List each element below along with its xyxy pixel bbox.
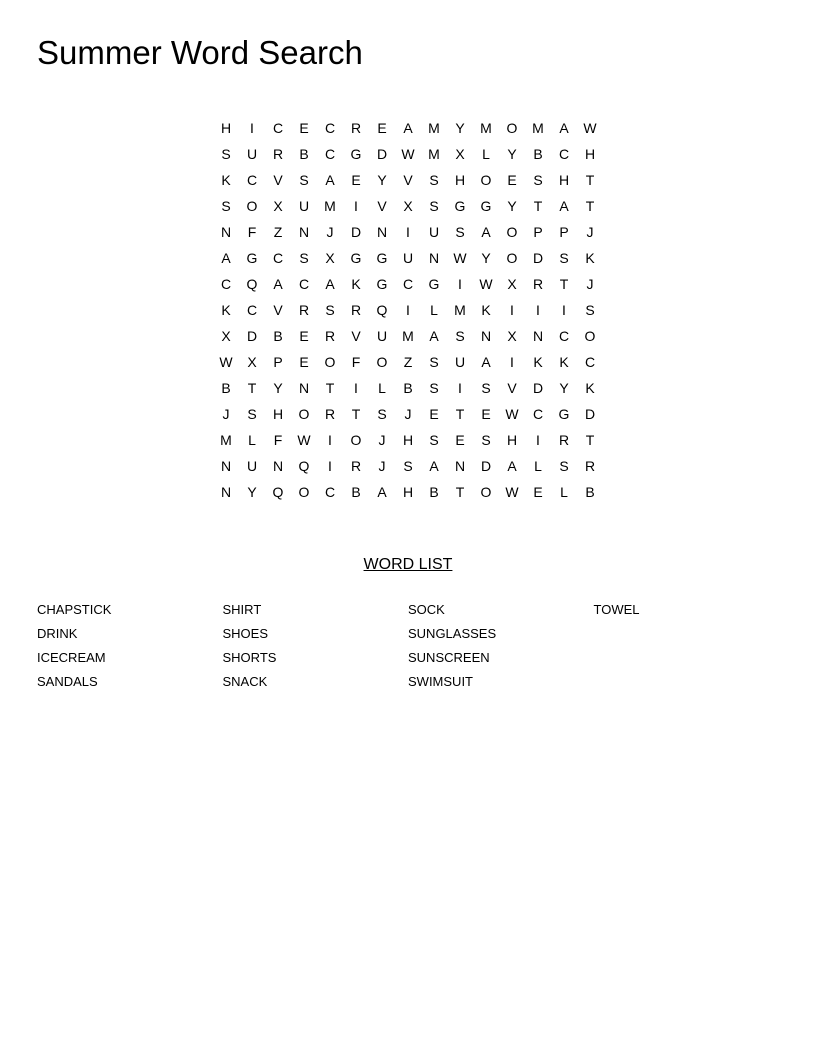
grid-letter: D: [532, 250, 544, 266]
grid-letter: K: [585, 380, 595, 396]
word-list-heading: WORD LIST: [363, 556, 453, 573]
grid-letter: V: [273, 172, 283, 188]
grid-letter: B: [533, 146, 543, 162]
grid-letter: M: [480, 120, 492, 136]
grid-letter: C: [324, 120, 336, 136]
grid-letter: A: [377, 484, 387, 500]
grid-letter: C: [246, 302, 258, 318]
grid-letter: P: [559, 224, 569, 240]
grid-letter: I: [354, 198, 358, 214]
grid-letter: S: [481, 432, 491, 448]
grid-letter: S: [455, 328, 465, 344]
grid-letter: Y: [559, 380, 569, 396]
grid-letter: X: [247, 354, 257, 370]
grid-letter: E: [351, 172, 361, 188]
grid-letter: C: [272, 120, 284, 136]
grid-letter: J: [404, 406, 412, 422]
grid-letter: P: [533, 224, 543, 240]
grid-letter: N: [298, 380, 310, 396]
grid-letter: O: [584, 328, 596, 344]
word-list-item: CHAPSTICK: [37, 602, 112, 617]
grid-letter: T: [533, 198, 543, 214]
grid-letter: S: [221, 198, 231, 214]
grid-letter: F: [273, 432, 283, 448]
grid-letter: O: [506, 224, 518, 240]
grid-letter: H: [558, 172, 570, 188]
grid-letter: Y: [507, 146, 517, 162]
grid-letter: U: [246, 458, 258, 474]
grid-letter: O: [298, 406, 310, 422]
grid-letter: Y: [481, 250, 491, 266]
grid-letter: U: [402, 250, 414, 266]
grid-letter: H: [402, 484, 414, 500]
word-list-item: SWIMSUIT: [408, 674, 473, 689]
grid-letter: S: [559, 458, 569, 474]
grid-letter: V: [351, 328, 361, 344]
grid-letter: C: [558, 146, 570, 162]
grid-letter: D: [376, 146, 388, 162]
grid-letter: Y: [507, 198, 517, 214]
word-list-item: SOCK: [408, 602, 445, 617]
grid-letter: Y: [455, 120, 465, 136]
grid-letter: K: [221, 302, 231, 318]
grid-letter: S: [533, 172, 543, 188]
grid-letter: A: [221, 250, 231, 266]
grid-letter: O: [506, 120, 518, 136]
grid-letter: G: [480, 198, 492, 214]
grid-letter: E: [455, 432, 465, 448]
grid-letter: S: [247, 406, 257, 422]
grid-letter: C: [532, 406, 544, 422]
grid-letter: S: [403, 458, 413, 474]
word-list-item: DRINK: [37, 626, 78, 641]
grid-letter: C: [584, 354, 596, 370]
grid-letter: T: [455, 406, 465, 422]
grid-letter: K: [559, 354, 569, 370]
grid-letter: S: [481, 380, 491, 396]
grid-letter: T: [351, 406, 361, 422]
grid-letter: A: [429, 458, 439, 474]
grid-letter: N: [220, 224, 232, 240]
grid-letter: G: [454, 198, 466, 214]
grid-letter: L: [378, 380, 386, 396]
grid-letter: K: [351, 276, 361, 292]
grid-letter: H: [272, 406, 284, 422]
grid-letter: K: [533, 354, 543, 370]
grid-letter: C: [220, 276, 232, 292]
word-list-item: SHOES: [222, 626, 269, 641]
grid-letter: V: [273, 302, 283, 318]
grid-letter: Q: [298, 458, 310, 474]
word-list-item: SUNGLASSES: [408, 626, 497, 641]
grid-letter: A: [273, 276, 283, 292]
grid-letter: U: [246, 146, 258, 162]
grid-letter: A: [559, 120, 569, 136]
grid-letter: G: [558, 406, 570, 422]
grid-letter: Y: [247, 484, 257, 500]
grid-letter: I: [354, 380, 358, 396]
grid-letter: Q: [376, 302, 388, 318]
grid-letter: G: [350, 146, 362, 162]
grid-letter: L: [560, 484, 568, 500]
grid-letter: I: [250, 120, 254, 136]
grid-letter: S: [325, 302, 335, 318]
word-list-item: SNACK: [222, 674, 268, 689]
grid-letter: W: [453, 250, 467, 266]
grid-letter: D: [532, 380, 544, 396]
grid-letter: U: [298, 198, 310, 214]
grid-letter: S: [455, 224, 465, 240]
word-list-item: SANDALS: [37, 674, 98, 689]
grid-letter: N: [220, 458, 232, 474]
grid-letter: D: [350, 224, 362, 240]
grid-letter: O: [350, 432, 362, 448]
grid-letter: Z: [403, 354, 413, 370]
grid-letter: N: [298, 224, 310, 240]
grid-letter: S: [429, 354, 439, 370]
grid-letter: A: [481, 354, 491, 370]
grid-letter: K: [481, 302, 491, 318]
grid-letter: X: [455, 146, 465, 162]
grid-letter: C: [402, 276, 414, 292]
grid-letter: I: [536, 302, 540, 318]
grid-letter: S: [377, 406, 387, 422]
grid-letter: W: [219, 354, 233, 370]
grid-letter: M: [428, 120, 440, 136]
grid-letter: O: [324, 354, 336, 370]
grid-letter: X: [403, 198, 413, 214]
grid-letter: N: [376, 224, 388, 240]
grid-letter: O: [506, 250, 518, 266]
grid-letter: S: [559, 250, 569, 266]
grid-letter: H: [454, 172, 466, 188]
grid-letter: I: [328, 432, 332, 448]
grid-letter: M: [220, 432, 232, 448]
grid-letter: A: [429, 328, 439, 344]
grid-letter: H: [584, 146, 596, 162]
grid-letter: K: [221, 172, 231, 188]
grid-letter: L: [430, 302, 438, 318]
grid-letter: M: [428, 146, 440, 162]
grid-letter: G: [350, 250, 362, 266]
grid-letter: R: [298, 302, 310, 318]
grid-letter: T: [585, 198, 595, 214]
grid-letter: A: [559, 198, 569, 214]
word-list-item: SUNSCREEN: [408, 650, 490, 665]
grid-letter: E: [377, 120, 387, 136]
grid-letter: R: [350, 302, 362, 318]
grid-letter: D: [480, 458, 492, 474]
grid-letter: L: [534, 458, 542, 474]
grid-letter: T: [585, 432, 595, 448]
grid-letter: M: [324, 198, 336, 214]
grid-letter: W: [297, 432, 311, 448]
grid-letter: R: [272, 146, 284, 162]
grid-letter: H: [506, 432, 518, 448]
grid-letter: I: [510, 302, 514, 318]
grid-letter: R: [324, 328, 336, 344]
grid-letter: I: [510, 354, 514, 370]
grid-letter: K: [585, 250, 595, 266]
grid-letter: G: [376, 250, 388, 266]
grid-letter: S: [585, 302, 595, 318]
grid-letter: T: [325, 380, 335, 396]
grid-letter: R: [324, 406, 336, 422]
grid-letter: I: [458, 276, 462, 292]
page-title: Summer Word Search: [37, 34, 363, 71]
grid-letter: R: [584, 458, 596, 474]
grid-letter: I: [458, 380, 462, 396]
grid-letter: B: [351, 484, 361, 500]
grid-letter: C: [246, 172, 258, 188]
grid-letter: V: [507, 380, 517, 396]
grid-letter: Q: [246, 276, 258, 292]
grid-letter: I: [406, 224, 410, 240]
grid-letter: X: [507, 276, 517, 292]
word-list-item: SHORTS: [222, 650, 277, 665]
grid-letter: F: [247, 224, 257, 240]
grid-letter: J: [326, 224, 334, 240]
grid-letter: O: [246, 198, 258, 214]
grid-letter: E: [481, 406, 491, 422]
grid-letter: N: [532, 328, 544, 344]
grid-letter: F: [351, 354, 361, 370]
grid-letter: O: [480, 172, 492, 188]
grid-letter: E: [533, 484, 543, 500]
grid-letter: W: [505, 406, 519, 422]
grid-letter: V: [403, 172, 413, 188]
grid-letter: T: [455, 484, 465, 500]
grid-letter: C: [298, 276, 310, 292]
grid-letter: Z: [273, 224, 283, 240]
grid-letter: X: [507, 328, 517, 344]
grid-letter: M: [454, 302, 466, 318]
grid-letter: S: [299, 172, 309, 188]
grid-letter: S: [221, 146, 231, 162]
grid-letter: B: [585, 484, 595, 500]
grid-letter: C: [558, 328, 570, 344]
grid-letter: A: [481, 224, 491, 240]
grid-letter: E: [429, 406, 439, 422]
letter-grid: [213, 116, 603, 506]
grid-letter: O: [480, 484, 492, 500]
grid-letter: N: [480, 328, 492, 344]
grid-letter: T: [247, 380, 257, 396]
grid-letter: D: [246, 328, 258, 344]
grid-letter: E: [507, 172, 517, 188]
grid-letter: E: [299, 120, 309, 136]
grid-letter: C: [324, 484, 336, 500]
grid-letter: G: [246, 250, 258, 266]
grid-letter: U: [376, 328, 388, 344]
grid-letter: S: [429, 380, 439, 396]
word-list-item: ICECREAM: [37, 650, 106, 665]
grid-letter: W: [479, 276, 493, 292]
word-list-item: SHIRT: [222, 602, 262, 617]
grid-letter: B: [299, 146, 309, 162]
grid-letter: N: [454, 458, 466, 474]
grid-letter: U: [454, 354, 466, 370]
grid-letter: G: [428, 276, 440, 292]
grid-letter: B: [273, 328, 283, 344]
grid-letter: I: [328, 458, 332, 474]
grid-letter: W: [583, 120, 597, 136]
grid-letter: L: [482, 146, 490, 162]
grid-letter: S: [299, 250, 309, 266]
grid-letter: J: [586, 276, 594, 292]
grid-letter: R: [532, 276, 544, 292]
grid-letter: A: [507, 458, 517, 474]
grid-letter: S: [429, 432, 439, 448]
grid-letter: L: [248, 432, 256, 448]
grid-letter: O: [298, 484, 310, 500]
grid-letter: Q: [272, 484, 284, 500]
grid-letter: N: [272, 458, 284, 474]
grid-letter: C: [324, 146, 336, 162]
grid-letter: T: [585, 172, 595, 188]
grid-letter: I: [406, 302, 410, 318]
word-list-item: TOWEL: [593, 602, 640, 617]
grid-letter: Y: [273, 380, 283, 396]
grid-letter: S: [429, 198, 439, 214]
grid-letter: J: [586, 224, 594, 240]
grid-letter: A: [325, 276, 335, 292]
grid-letter: P: [273, 354, 283, 370]
grid-letter: X: [273, 198, 283, 214]
grid-letter: O: [376, 354, 388, 370]
grid-letter: M: [402, 328, 414, 344]
grid-letter: A: [325, 172, 335, 188]
grid-letter: C: [272, 250, 284, 266]
grid-letter: R: [350, 120, 362, 136]
grid-letter: W: [401, 146, 415, 162]
grid-letter: M: [532, 120, 544, 136]
grid-letter: B: [403, 380, 413, 396]
grid-letter: V: [377, 198, 387, 214]
grid-letter: W: [505, 484, 519, 500]
grid-letter: S: [429, 172, 439, 188]
grid-letter: R: [558, 432, 570, 448]
grid-letter: X: [325, 250, 335, 266]
grid-letter: E: [299, 354, 309, 370]
grid-letter: Y: [377, 172, 387, 188]
word-list: [37, 599, 779, 695]
grid-letter: H: [402, 432, 414, 448]
grid-letter: A: [403, 120, 413, 136]
grid-letter: G: [376, 276, 388, 292]
grid-letter: N: [428, 250, 440, 266]
grid-letter: H: [220, 120, 232, 136]
grid-letter: U: [428, 224, 440, 240]
grid-letter: I: [536, 432, 540, 448]
grid-letter: R: [350, 458, 362, 474]
grid-letter: T: [559, 276, 569, 292]
grid-letter: B: [429, 484, 439, 500]
grid-letter: J: [378, 458, 386, 474]
grid-letter: E: [299, 328, 309, 344]
grid-letter: X: [221, 328, 231, 344]
grid-letter: J: [222, 406, 230, 422]
grid-letter: I: [562, 302, 566, 318]
grid-letter: B: [221, 380, 231, 396]
grid-letter: D: [584, 406, 596, 422]
grid-letter: J: [378, 432, 386, 448]
grid-letter: N: [220, 484, 232, 500]
